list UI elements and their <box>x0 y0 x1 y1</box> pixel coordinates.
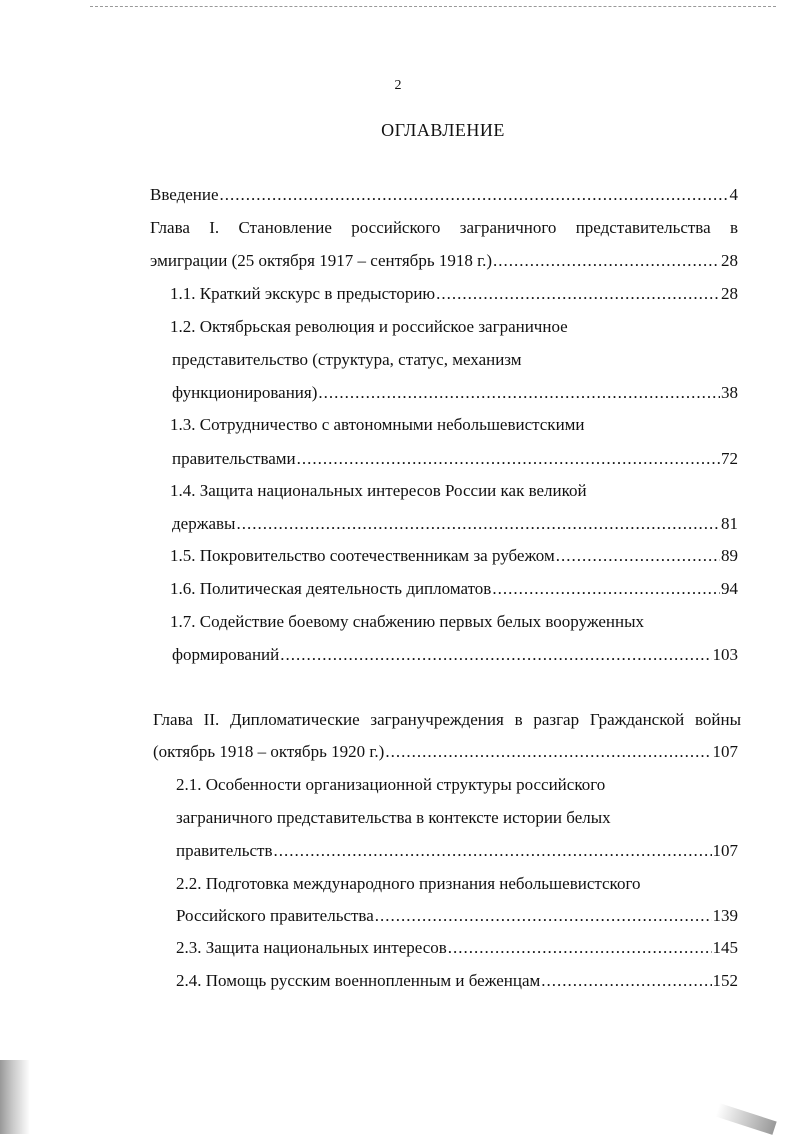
page-number: 2 <box>394 78 402 93</box>
toc-entry-2-2-line-1: 2.2. Подготовка международного признания небольшевистского <box>176 874 641 893</box>
toc-entry-1-6 <box>170 579 738 599</box>
toc-entry-2-4 <box>176 971 738 991</box>
toc-entry-page: 28 <box>721 284 738 303</box>
toc-entry-page: 152 <box>712 971 738 990</box>
toc-entry-label: Введение <box>150 185 219 204</box>
toc-entry-1-3-line-1: 1.3. Сотрудничество с автономными небольшевистскими <box>170 415 585 434</box>
toc-entry-1-3 <box>172 449 738 469</box>
toc-entry-1-7 <box>172 645 738 665</box>
toc-entry-1-7-line-1: 1.7. Содействие боевому снабжению первых белых вооруженных <box>170 612 645 631</box>
toc-entry-1-2-line-2: представительство (структура, статус, механизм <box>172 350 522 369</box>
toc-entry-page: 107 <box>712 742 738 761</box>
toc-entry-intro <box>150 185 738 205</box>
toc-entry-page: 4 <box>729 185 738 204</box>
leader-dots <box>280 645 711 665</box>
toc-entry-label: Российского правительства <box>176 906 374 925</box>
toc-entry-label: функционирования) <box>172 383 318 402</box>
toc-entry-label: 1.5. Покровительство соотечественникам за рубежом <box>170 546 555 565</box>
toc-entry-1-2-line-1: 1.2. Октябрьская революция и российское заграничное <box>170 317 568 336</box>
toc-entry-label: 1.6. Политическая деятельность дипломатов <box>170 579 492 598</box>
leader-dots <box>385 742 711 762</box>
leader-dots <box>318 383 720 403</box>
toc-entry-label: правительствами <box>172 449 296 468</box>
leader-dots <box>448 938 712 958</box>
toc-entry-chapter-1 <box>150 251 738 271</box>
toc-entry-label: державы <box>172 514 236 533</box>
toc-entry-label: 1.1. Краткий экскурс в предысторию <box>170 284 436 303</box>
toc-entry-1-2 <box>172 383 738 403</box>
toc-entry-chapter-2 <box>153 742 738 762</box>
toc-entry-label: 2.3. Защита национальных интересов <box>176 938 447 957</box>
leader-dots <box>436 284 720 304</box>
leader-dots <box>556 546 720 566</box>
toc-entry-2-2 <box>176 906 738 926</box>
toc-entry-page: 94 <box>721 579 738 598</box>
toc-entry-label: правительств <box>176 841 273 860</box>
toc-entry-page: 81 <box>721 514 738 533</box>
leader-dots <box>375 906 712 926</box>
leader-dots <box>493 251 720 271</box>
toc-entry-1-4 <box>172 514 738 534</box>
toc-entry-2-3 <box>176 938 738 958</box>
toc-entry-page: 28 <box>721 251 738 270</box>
toc-entry-1-4-line-1: 1.4. Защита национальных интересов России как великой <box>170 481 587 500</box>
toc-entry-1-5 <box>170 546 738 566</box>
toc-entry-page: 145 <box>712 938 738 957</box>
toc-title: ОГЛАВЛЕНИЕ <box>381 120 505 140</box>
leader-dots <box>492 579 720 599</box>
leader-dots <box>220 185 729 205</box>
toc-entry-label: 2.4. Помощь русским военнопленным и беженцам <box>176 971 541 990</box>
toc-entry-label: формирований <box>172 645 280 664</box>
toc-entry-page: 103 <box>712 645 738 664</box>
toc-entry-page: 38 <box>721 383 738 402</box>
toc-entry-2-1-line-2: заграничного представительства в контексте истории белых <box>176 808 611 827</box>
toc-entry-page: 107 <box>712 841 738 860</box>
chapter-1-title-line-1: Глава I. Становление российского заграничного представительства в <box>150 218 738 237</box>
chapter-2-title-line-2: (октябрь 1918 – октябрь 1920 г.) <box>153 742 385 761</box>
toc-entry-page: 89 <box>721 546 738 565</box>
leader-dots <box>297 449 720 469</box>
toc-entry-1-1 <box>170 284 738 304</box>
toc-entry-2-1 <box>176 841 738 861</box>
leader-dots <box>273 841 711 861</box>
toc-entry-page: 139 <box>712 906 738 925</box>
scan-edge-artifact <box>0 1060 30 1134</box>
toc-entry-page: 72 <box>721 449 738 468</box>
leader-dots <box>236 514 720 534</box>
scan-corner-artifact <box>715 1103 776 1135</box>
chapter-2-title-line-1: Глава II. Дипломатические загранучреждения в разгар Гражданской войны <box>153 710 741 729</box>
toc-entry-2-1-line-1: 2.1. Особенности организационной структуры российского <box>176 775 606 794</box>
chapter-1-title-line-2: эмиграции (25 октября 1917 – сентябрь 1918 г.) <box>150 251 493 270</box>
leader-dots <box>541 971 711 991</box>
scan-top-border <box>90 6 776 7</box>
